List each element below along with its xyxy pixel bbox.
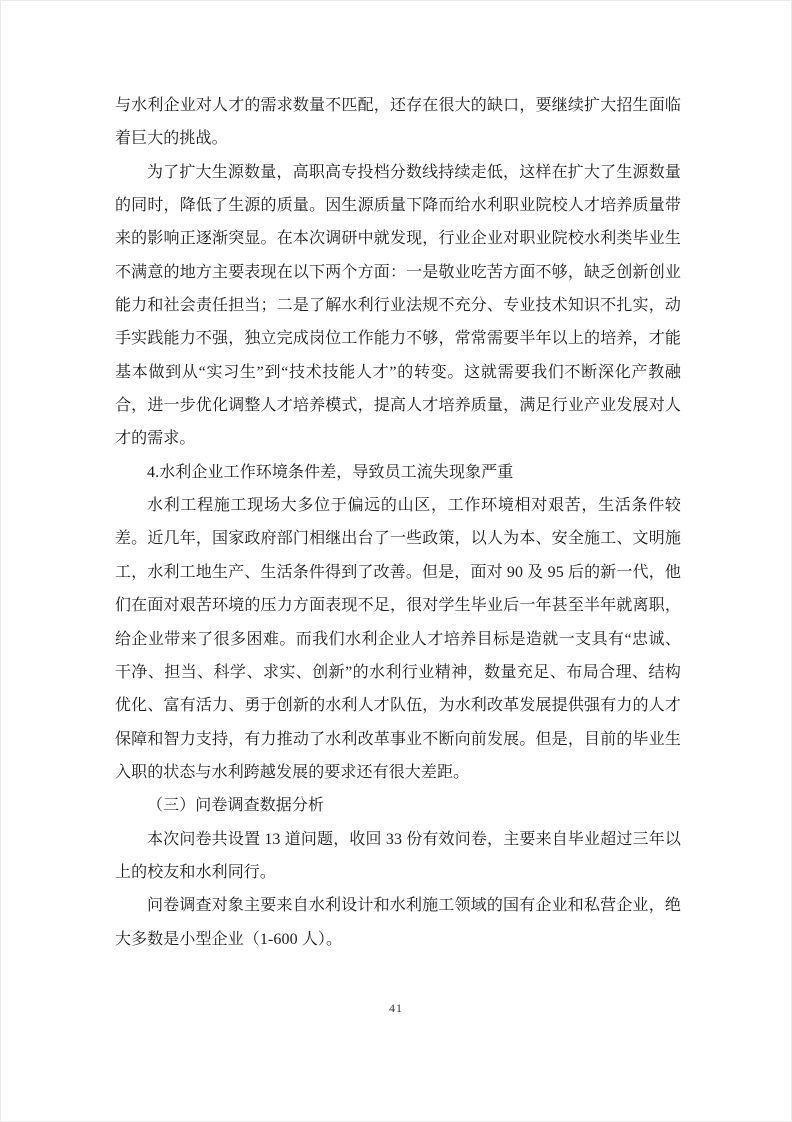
document-body bbox=[115, 89, 681, 956]
page-footer bbox=[1, 999, 791, 1017]
para-enrollment-gap-continuation: 与水利企业对人才的需求数量不匹配，还存在很大的缺口，要继续扩大招生面临着巨大的挑战。 bbox=[115, 97, 681, 148]
para-questionnaire-overview: 本次问卷共设置 13 道问题，收回 33 份有效问卷，主要来自毕业超过三年以上的校友和水利同行。 bbox=[115, 830, 681, 881]
page-number: 41 bbox=[389, 1001, 403, 1015]
section-heading-3-questionnaire-analysis: （三）问卷调查数据分析 bbox=[147, 797, 325, 815]
para-questionnaire-subjects: 问卷调查对象主要来自水利设计和水利施工领域的国有企业和私营企业，绝大多数是小型企业（1-600 人）。 bbox=[115, 897, 681, 948]
para-work-environment-detail: 水利工程施工现场大多位于偏远的山区，工作环境相对艰苦，生活条件较差。近几年，国家政府部门相继出台了一些政策，以人为本、安全施工、文明施工，水利工地生产、生活条件得到了改善。但是，面对 90 及 95 后的新一代，他们在面对艰苦环境的压力方面表现不足，很对学生毕业后一年甚至半年就离职，给企业带来了很多困难。而我们水利企业人才培养目标是造就一支具有“忠诚、干净、担当、科学、求实、创新”的水利行业精神，数量充足、布局合理、结构优化、富有活力、勇于创新的水利人才队伍，为水利改革发展提供强有力的人才保障和智力支持，有力推动了水利改革事业不断向前发展。但是，目前的毕业生入职的状态与水利跨越发展的要求还有很大差距。 bbox=[115, 497, 681, 781]
section-heading-4-work-environment: 4.水利企业工作环境条件差，导致员工流失现象严重 bbox=[147, 463, 514, 481]
para-source-quality-decline: 为了扩大生源数量，高职高专投档分数线持续走低，这样在扩大了生源数量的同时，降低了生源的质量。因生源质量下降而给水利职业院校人才培养质量带来的影响正逐渐突显。在本次调研中就发现，行业企业对职业院校水利类毕业生不满意的地方主要表现在以下两个方面：一是敬业吃苦方面不够，缺乏创新创业能力和社会责任担当；二是了解水利行业法规不充分、专业技术知识不扎实，动手实践能力不强，独立完成岗位工作能力不够，常常需要半年以上的培养，才能基本做到从“实习生”到“技术技能人才”的转变。这就需要我们不断深化产教融合，进一步优化调整人才培养模式，提高人才培养质量，满足行业产业发展对人才的需求。 bbox=[115, 163, 681, 448]
